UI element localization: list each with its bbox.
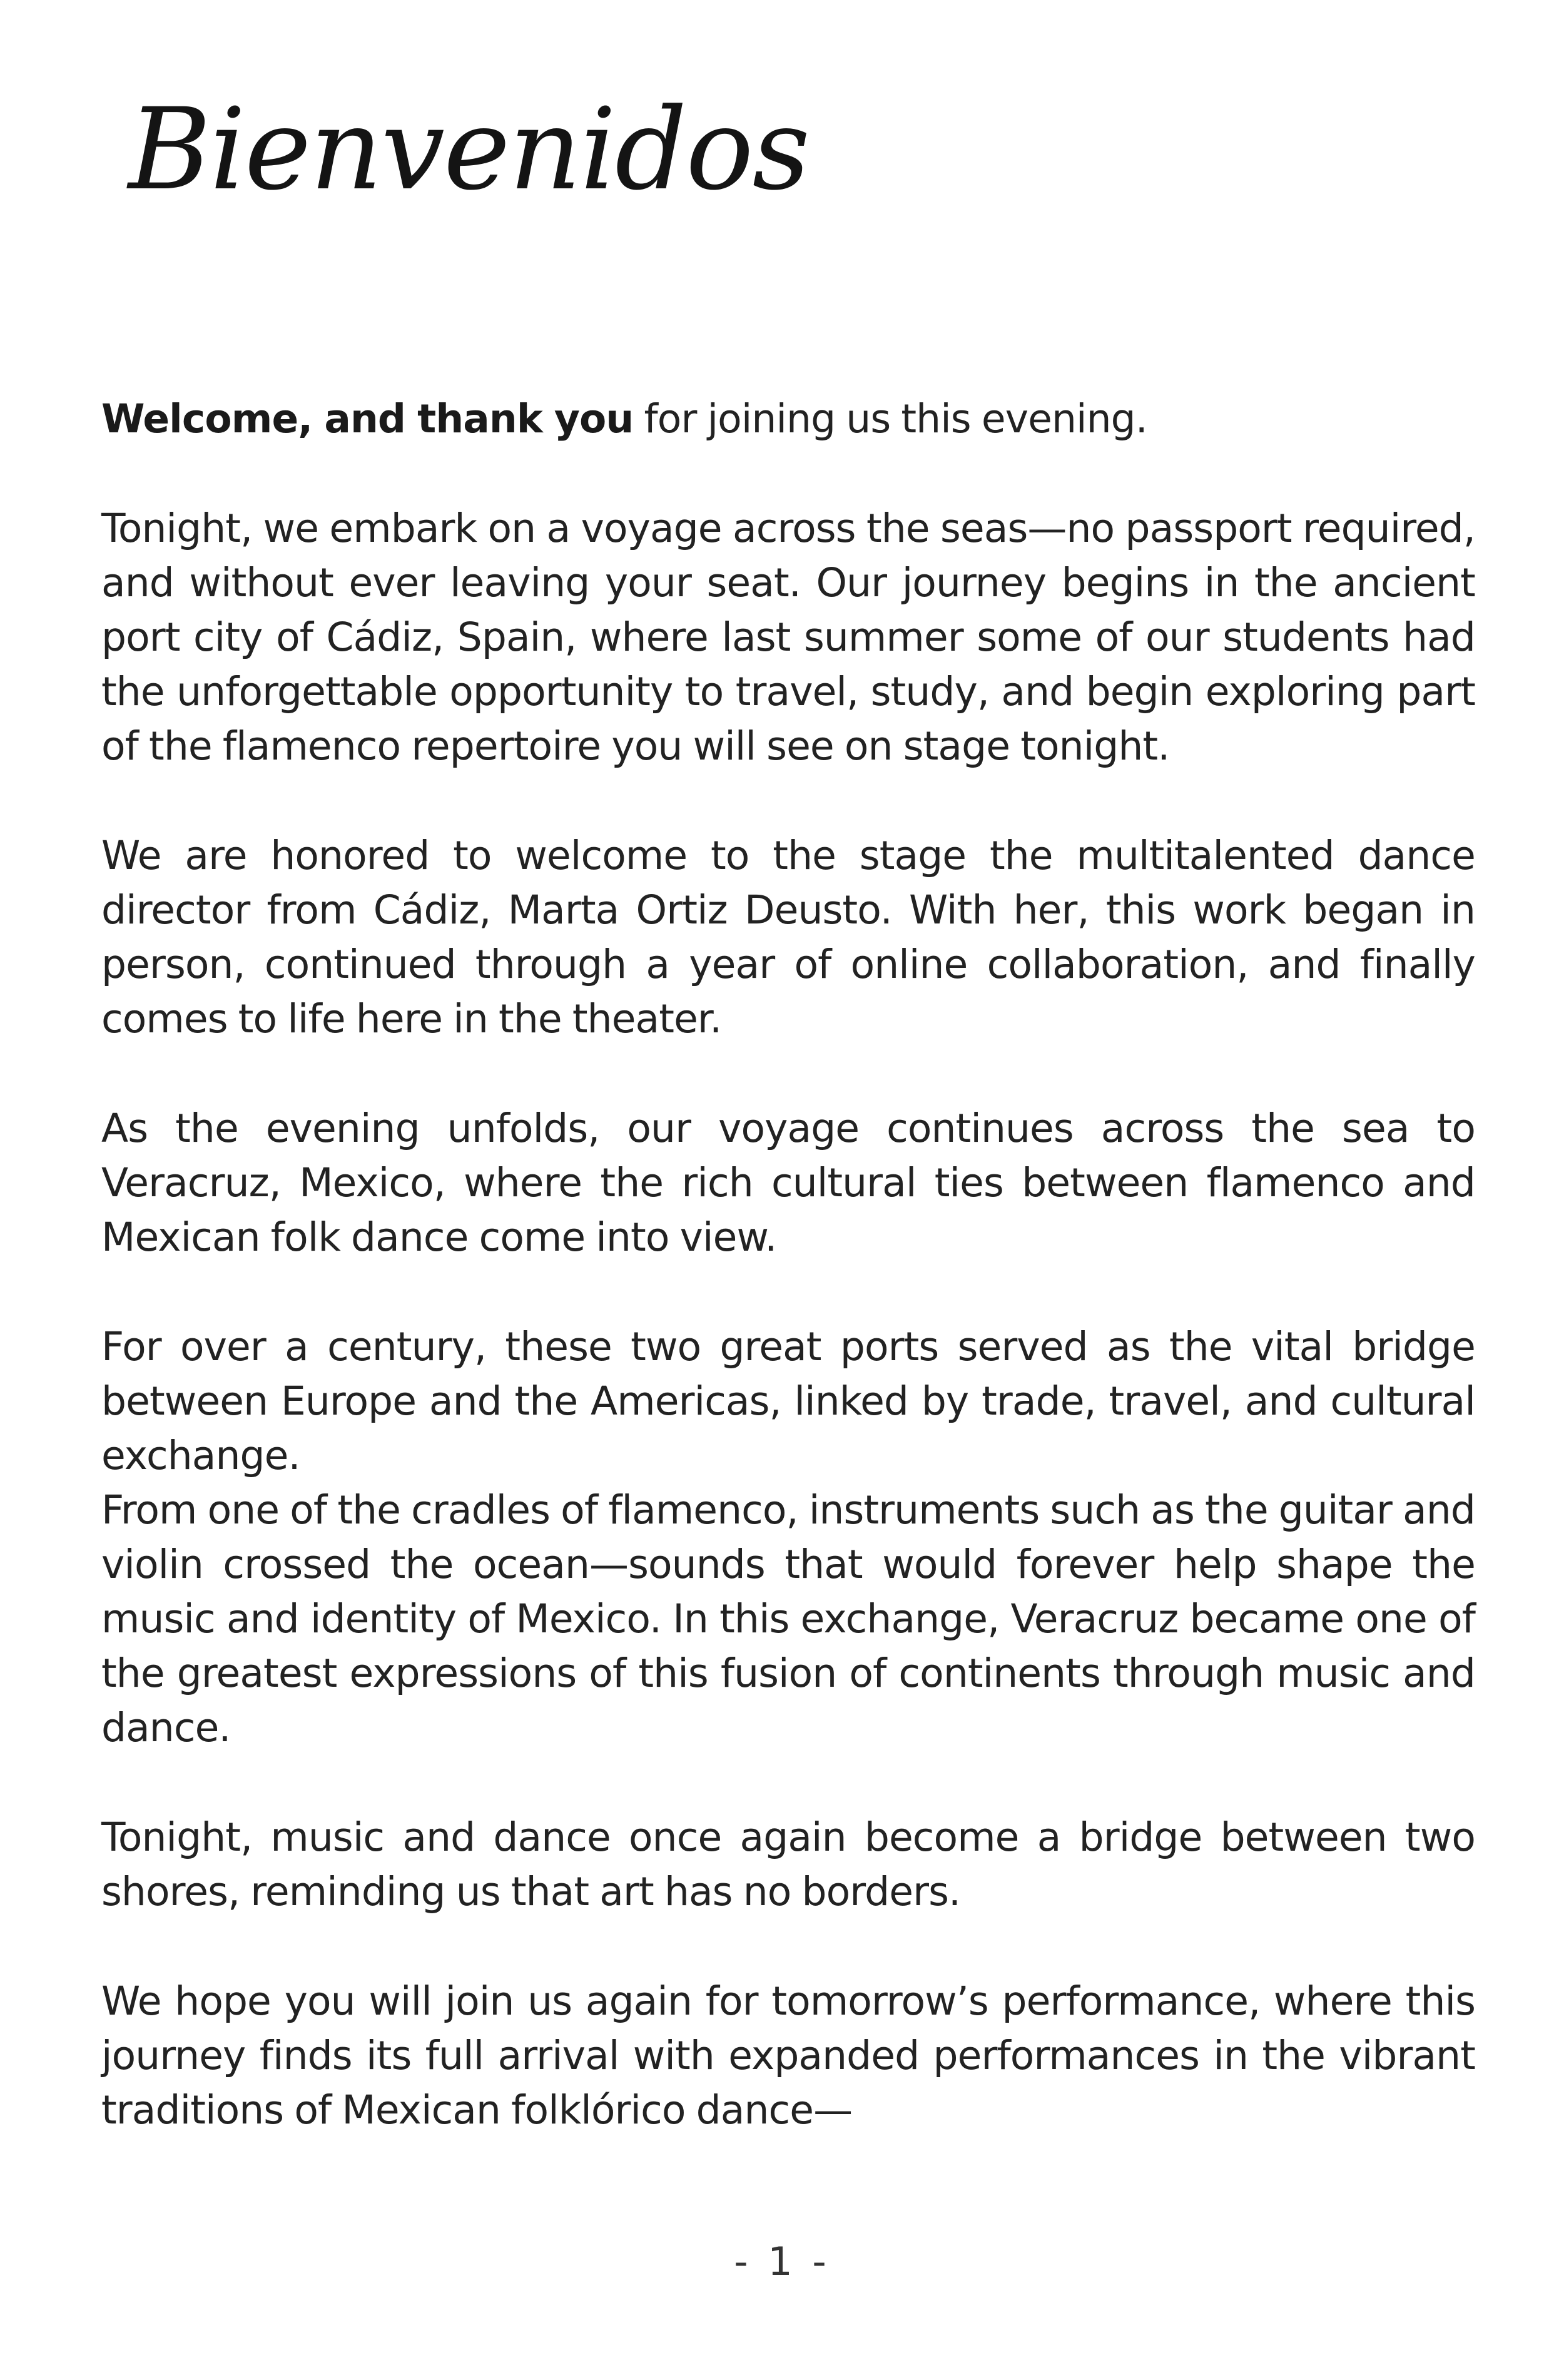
paragraph-voyage: Tonight, we embark on a voyage across the seas—no passport required, and without ever leaving your seat. Our journey begins in the ancient port city of Cádiz, Spain, where last summer some of our students had the unforgettable opportunity to travel, study, and begin exploring part of the flamenco repertoire you will see on stage tonight. [101,506,1475,769]
paragraph-instruments: From one of the cradles of flamenco, instruments such as the guitar and violin crossed the ocean—sounds that would forever help shape the music and identity of Mexico. In this exchange, Veracruz became one of the greatest expressions of this fusion of continents through music and dance. [101,1487,1476,1751]
intro-text: for joining us this evening. [633,396,1147,442]
paragraph-veracruz: As the evening unfolds, our voyage continues across the sea to Veracruz, Mexico, where the rich cultural ties between flamenco and Mexican folk dance come into view. [101,1106,1475,1260]
paragraph-tomorrow: We hope you will join us again for tomorrow’s performance, where this journey finds its full arrival with expanded performances in the vibrant traditions of Mexican folklórico dance— [101,1978,1475,2133]
page-title: Bienvenidos [128,84,809,215]
welcome-letter [101,392,1475,2137]
paragraph-ports: For over a century, these two great ports served as the vital bridge between Europe and the Americas, linked by trade, travel, and cultural exchange. [101,1324,1475,1478]
intro-paragraph [101,392,1475,446]
paragraph-director: We are honored to welcome to the stage the multitalented dance director from Cádiz, Marta Ortiz Deusto. With her, this work began in person, continued through a year of online collaboration, and finally comes to life here in the theater. [101,833,1475,1042]
page-number: - 1 - [734,2239,830,2284]
paragraph-bridge: Tonight, music and dance once again become a bridge between two shores, reminding us that art has no borders. [101,1814,1475,1915]
intro-bold-text: Welcome, and thank you [101,396,634,442]
